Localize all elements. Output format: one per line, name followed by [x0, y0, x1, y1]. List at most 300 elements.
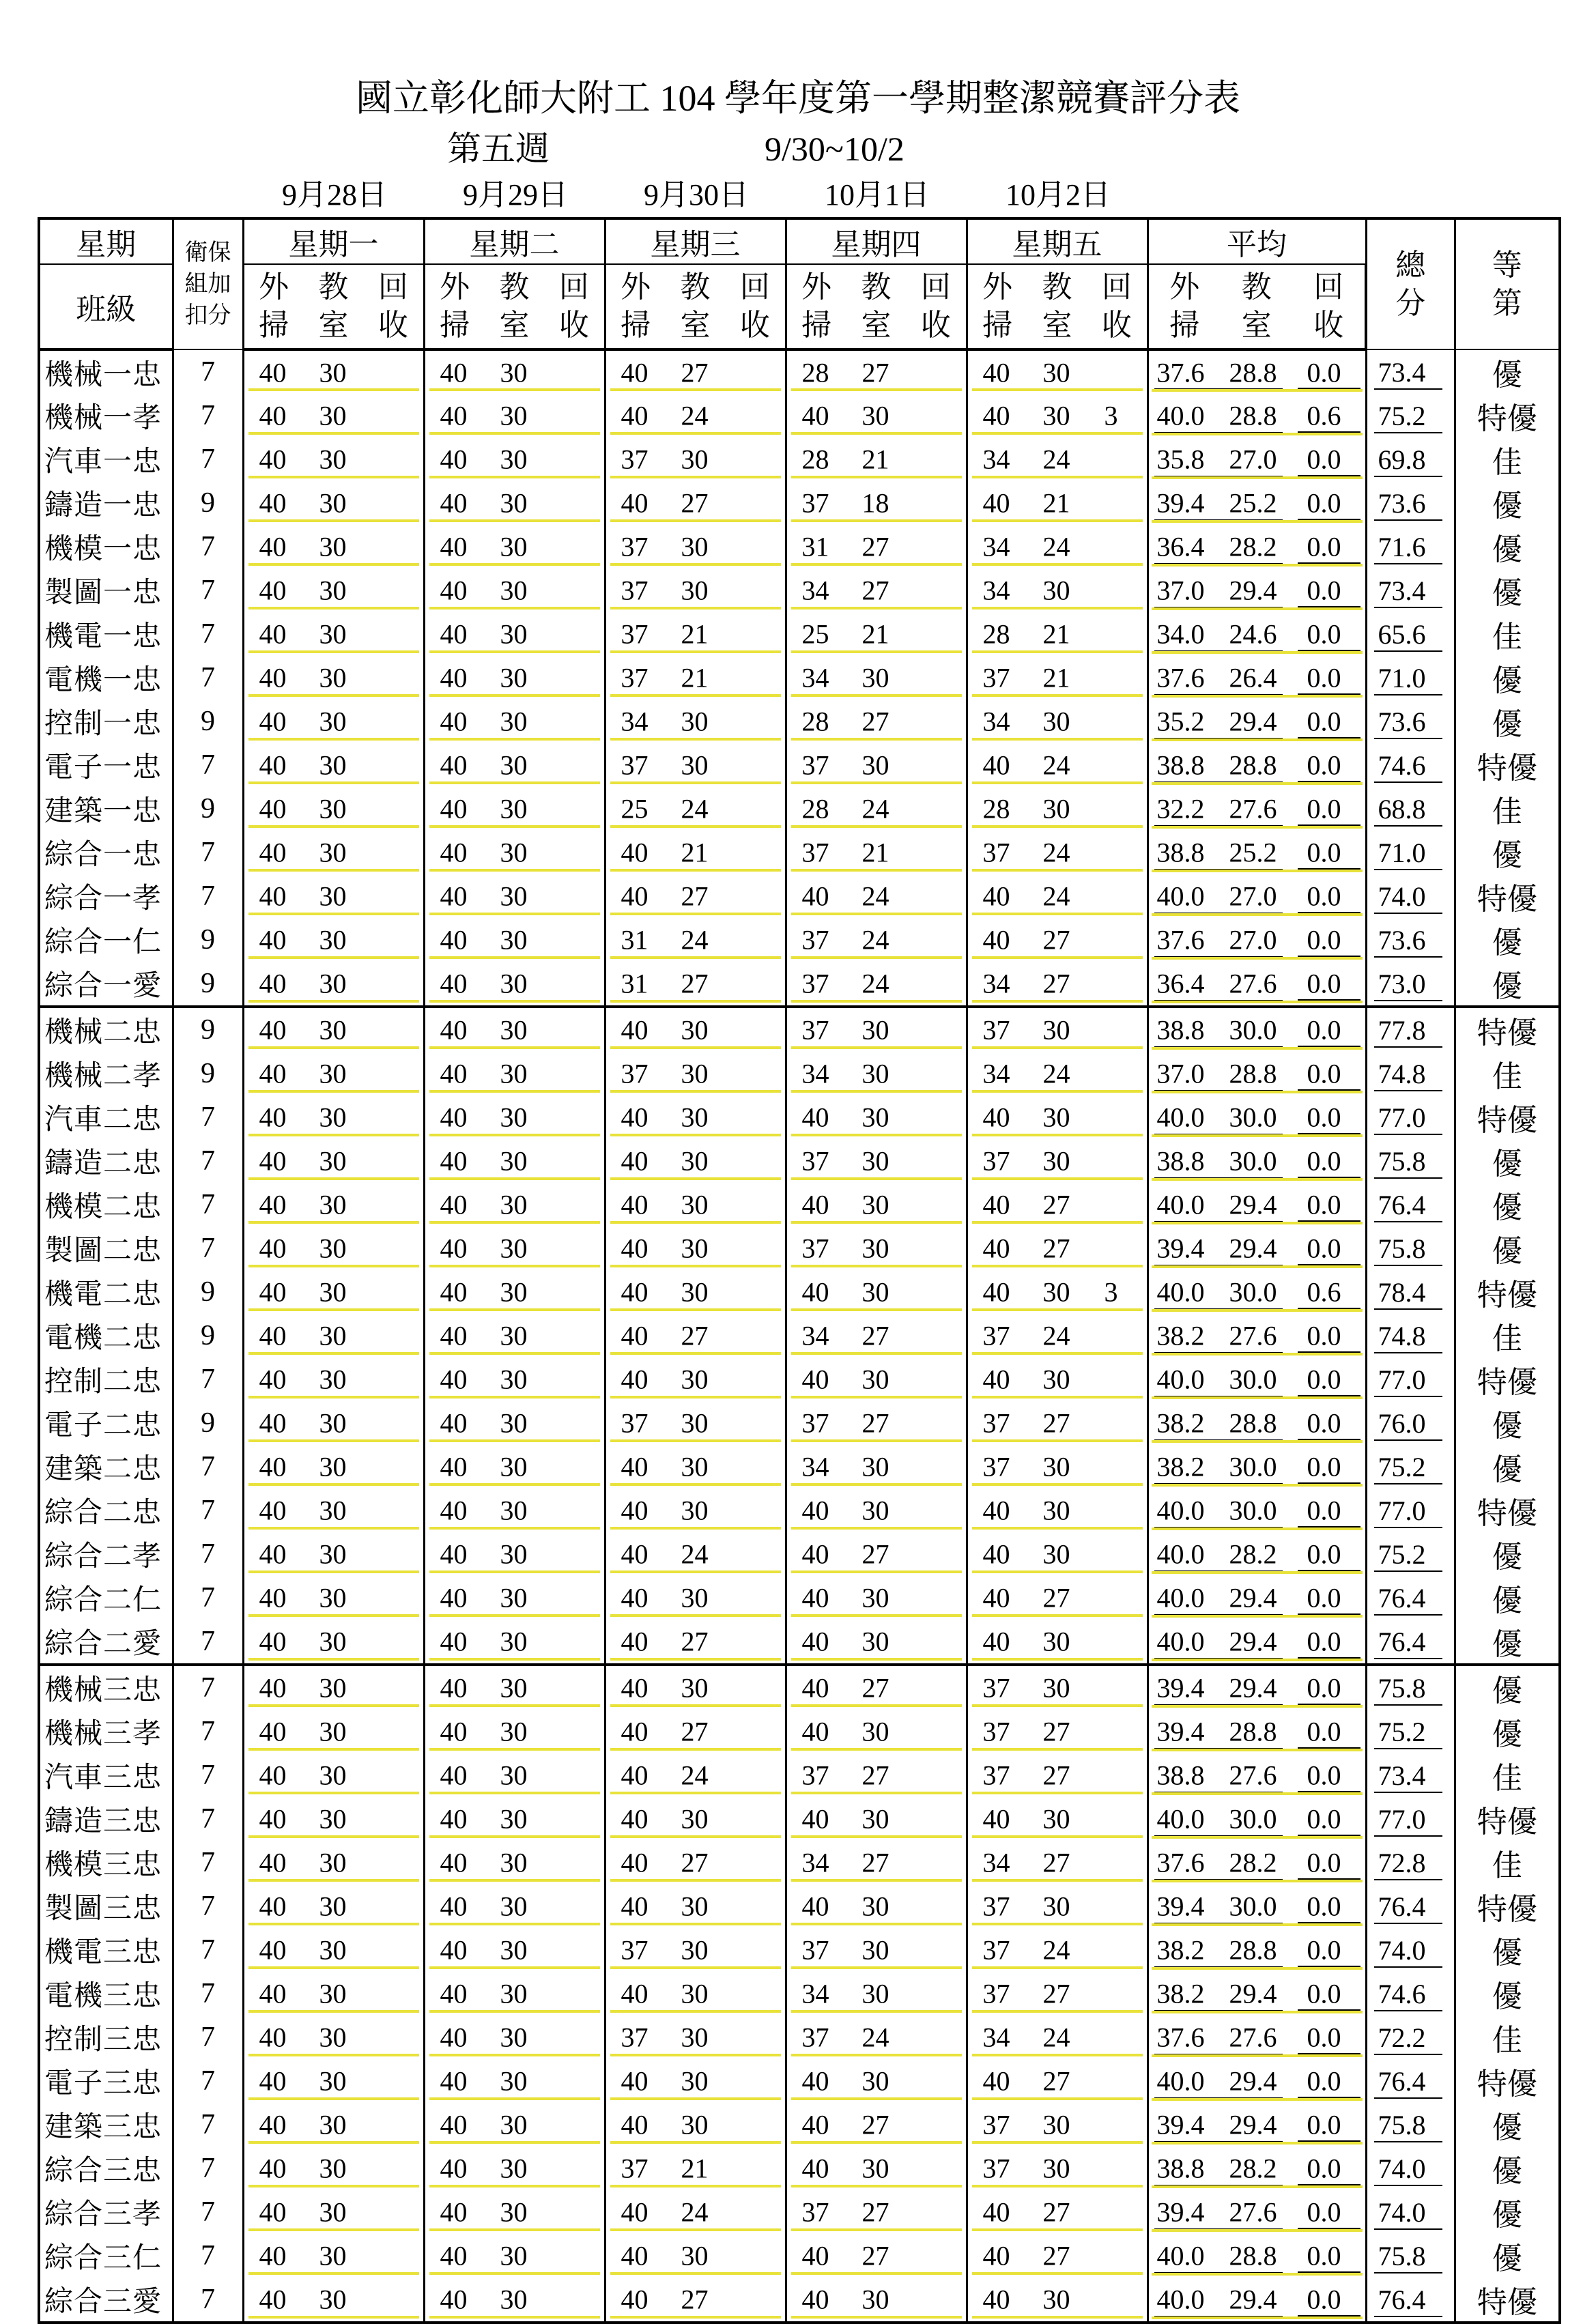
outdoor-score: 40 [440, 2196, 468, 2228]
score-cell-tue [424, 1139, 605, 1183]
classroom-score: 30 [681, 1891, 709, 1922]
score-cell-mon [243, 1095, 424, 1139]
week-label: 第五週 [447, 130, 550, 168]
avg-classroom: 29.4 [1229, 2109, 1277, 2140]
score-cell-thu [786, 743, 967, 787]
score-cell-mon [243, 1139, 424, 1183]
score-cell-mon [243, 1928, 424, 1972]
outdoor-score: 40 [440, 1582, 468, 1613]
outdoor-score: 37 [982, 1672, 1010, 1704]
total-cell [1366, 743, 1455, 787]
score-cell-thu [786, 1753, 967, 1797]
total-value: 74.6 [1378, 749, 1426, 781]
classroom-score: 27 [1042, 1760, 1070, 1791]
outdoor-score: 40 [259, 400, 287, 431]
outdoor-score: 40 [801, 2153, 829, 2184]
score-cell-thu [786, 918, 967, 962]
page-title: 國立彰化師大附工 104 學年度第一學期整潔競賽評分表 [356, 78, 1240, 119]
deduct-cell: 7 [173, 1095, 243, 1139]
score-cell-fri [967, 525, 1148, 569]
outdoor-score: 37 [801, 1233, 829, 1264]
classroom-score: 24 [861, 2022, 889, 2053]
sub-header-label: 回 [739, 270, 770, 304]
total-value: 74.0 [1378, 2153, 1426, 2184]
rank-cell: 優 [1455, 656, 1560, 700]
outdoor-score: 40 [982, 1189, 1010, 1220]
score-cell-fri [967, 1841, 1148, 1884]
score-cell-mon [243, 1401, 424, 1445]
outdoor-score: 40 [440, 618, 468, 650]
deduct-cell: 7 [173, 2059, 243, 2103]
avg-outdoor: 38.2 [1156, 1934, 1205, 1966]
score-cell-wed [605, 525, 786, 569]
total-cell [1366, 1270, 1455, 1314]
classroom-score: 30 [319, 1145, 347, 1177]
classroom-score: 30 [500, 2065, 528, 2097]
avg-outdoor: 37.0 [1156, 1058, 1205, 1089]
class-name-cell: 綜合三仁 [39, 2234, 173, 2278]
classroom-score: 24 [861, 968, 889, 999]
classroom-score: 30 [861, 749, 889, 781]
classroom-score: 30 [681, 1495, 709, 1526]
outdoor-score: 40 [259, 1495, 287, 1526]
outdoor-score: 25 [621, 793, 649, 824]
average-cell [1148, 1183, 1366, 1226]
classroom-score: 30 [1042, 1451, 1070, 1482]
classroom-score: 30 [319, 1582, 347, 1613]
outdoor-score: 34 [982, 1058, 1010, 1089]
total-cell [1366, 1007, 1455, 1052]
outdoor-score: 40 [982, 749, 1010, 781]
score-cell-wed [605, 394, 786, 437]
avg-outdoor: 39.4 [1156, 487, 1205, 519]
classroom-score: 30 [861, 1891, 889, 1922]
avg-outdoor: 35.2 [1156, 706, 1205, 737]
deduct-cell: 9 [173, 787, 243, 831]
outdoor-score: 40 [259, 357, 287, 388]
outdoor-score: 37 [982, 2153, 1010, 2184]
total-cell [1366, 437, 1455, 481]
outdoor-score: 40 [621, 1233, 649, 1264]
average-cell [1148, 1489, 1366, 1532]
score-cell-mon [243, 2015, 424, 2059]
outdoor-score: 40 [982, 1626, 1010, 1657]
table-row [39, 2059, 1560, 2103]
avg-outdoor: 38.2 [1156, 1407, 1205, 1439]
avg-classroom: 29.4 [1229, 1626, 1277, 1657]
deduct-cell: 9 [173, 962, 243, 1007]
score-cell-fri [967, 787, 1148, 831]
outdoor-score: 40 [259, 2196, 287, 2228]
avg-recycle: 0.0 [1307, 2153, 1341, 2184]
classroom-score: 27 [1042, 2065, 1070, 2097]
average-cell [1148, 962, 1366, 1007]
sub-header-label: 收 [558, 309, 589, 342]
sub-header-label: 收 [739, 309, 770, 342]
outdoor-score: 40 [440, 2065, 468, 2097]
total-value: 77.0 [1378, 1364, 1426, 1395]
outdoor-score: 34 [982, 706, 1010, 737]
score-cell-mon [243, 1710, 424, 1753]
avg-recycle: 0.0 [1307, 531, 1341, 562]
score-cell-wed [605, 349, 786, 394]
outdoor-score: 40 [621, 1891, 649, 1922]
deduct-cell: 7 [173, 525, 243, 569]
class-name-cell: 控制二忠 [39, 1358, 173, 1401]
outdoor-score: 40 [259, 968, 287, 999]
classroom-score: 27 [861, 2240, 889, 2271]
avg-outdoor: 40.0 [1156, 1189, 1205, 1220]
score-cell-mon [243, 1753, 424, 1797]
table-row [39, 349, 1560, 394]
classroom-score: 30 [319, 749, 347, 781]
table-row [39, 1797, 1560, 1841]
table-row [39, 1314, 1560, 1358]
classroom-score: 27 [681, 357, 709, 388]
classroom-score: 27 [1042, 1233, 1070, 1264]
total-value: 71.0 [1378, 662, 1426, 693]
total-value: 74.0 [1378, 1934, 1426, 1966]
classroom-score: 27 [861, 531, 889, 562]
sub-header-label: 收 [920, 309, 951, 342]
rank-cell: 優 [1455, 2147, 1560, 2190]
avg-recycle: 0.0 [1307, 1014, 1341, 1046]
score-cell-thu [786, 1270, 967, 1314]
outdoor-score: 40 [801, 1582, 829, 1613]
date-mon: 9月28日 [282, 178, 387, 212]
score-cell-tue [424, 1710, 605, 1753]
score-cell-mon [243, 1314, 424, 1358]
classroom-score: 27 [1042, 1189, 1070, 1220]
score-cell-thu [786, 1797, 967, 1841]
avg-recycle: 0.0 [1307, 1803, 1341, 1835]
score-cell-wed [605, 1841, 786, 1884]
outdoor-score: 40 [259, 1803, 287, 1835]
classroom-score: 30 [500, 1407, 528, 1439]
outdoor-score: 40 [621, 1451, 649, 1482]
rank-cell: 優 [1455, 700, 1560, 743]
rank-cell: 優 [1455, 2234, 1560, 2278]
classroom-score: 21 [1042, 487, 1070, 519]
score-cell-wed [605, 1095, 786, 1139]
avg-outdoor: 39.4 [1156, 1672, 1205, 1704]
avg-outdoor: 37.6 [1156, 2022, 1205, 2053]
outdoor-score: 40 [621, 1978, 649, 2009]
classroom-score: 30 [500, 793, 528, 824]
score-cell-tue [424, 525, 605, 569]
score-cell-wed [605, 1401, 786, 1445]
sub-header-label: 回 [920, 270, 951, 304]
classroom-score: 30 [319, 618, 347, 650]
avg-classroom: 28.8 [1229, 749, 1277, 781]
total-value: 73.6 [1378, 924, 1426, 956]
outdoor-score: 40 [259, 1626, 287, 1657]
classroom-score: 21 [1042, 662, 1070, 693]
score-cell-wed [605, 656, 786, 700]
classroom-score: 30 [861, 2153, 889, 2184]
outdoor-score: 34 [982, 575, 1010, 606]
outdoor-score: 40 [259, 1891, 287, 1922]
outdoor-score: 40 [259, 1014, 287, 1046]
total-cell [1366, 1841, 1455, 1884]
outdoor-score: 40 [440, 1626, 468, 1657]
total-cell [1366, 481, 1455, 525]
outdoor-score: 37 [982, 1407, 1010, 1439]
average-cell [1148, 1576, 1366, 1620]
deduct-cell: 7 [173, 2190, 243, 2234]
classroom-score: 30 [319, 1451, 347, 1482]
avg-classroom: 30.0 [1229, 1451, 1277, 1482]
deduct-cell: 7 [173, 1841, 243, 1884]
classroom-score: 30 [500, 1058, 528, 1089]
outdoor-score: 34 [801, 662, 829, 693]
avg-classroom: 30.0 [1229, 1276, 1277, 1308]
score-cell-tue [424, 2278, 605, 2323]
avg-recycle: 0.0 [1307, 2065, 1341, 2097]
outdoor-score: 40 [259, 1538, 287, 1570]
outdoor-score: 34 [982, 1847, 1010, 1878]
outdoor-score: 37 [982, 1716, 1010, 1747]
average-cell [1148, 1445, 1366, 1489]
classroom-score: 27 [681, 968, 709, 999]
classroom-score: 24 [681, 1760, 709, 1791]
classroom-score: 30 [861, 662, 889, 693]
classroom-score: 27 [681, 487, 709, 519]
avg-classroom: 29.4 [1229, 2284, 1277, 2315]
score-cell-mon [243, 569, 424, 612]
score-cell-fri [967, 1052, 1148, 1095]
table-row [39, 1052, 1560, 1095]
total-value: 69.8 [1378, 444, 1426, 475]
classroom-score: 30 [681, 1934, 709, 1966]
classroom-score: 30 [500, 1760, 528, 1791]
outdoor-score: 40 [440, 706, 468, 737]
outdoor-score: 40 [440, 1716, 468, 1747]
average-cell [1148, 1841, 1366, 1884]
rank-cell: 優 [1455, 481, 1560, 525]
sub-header-label: 教 [318, 270, 349, 304]
classroom-score: 30 [861, 1189, 889, 1220]
outdoor-score: 40 [259, 1189, 287, 1220]
total-value: 74.8 [1378, 1058, 1426, 1089]
classroom-score: 21 [1042, 618, 1070, 650]
score-cell-thu [786, 831, 967, 874]
average-cell [1148, 1095, 1366, 1139]
avg-outdoor: 36.4 [1156, 968, 1205, 999]
classroom-score: 30 [500, 2240, 528, 2271]
class-name-cell: 機械一孝 [39, 394, 173, 437]
classroom-score: 27 [681, 880, 709, 912]
classroom-score: 27 [1042, 1582, 1070, 1613]
outdoor-score: 40 [259, 1364, 287, 1395]
table-row [39, 481, 1560, 525]
classroom-score: 30 [861, 1058, 889, 1089]
classroom-score: 30 [500, 1451, 528, 1482]
average-cell [1148, 1052, 1366, 1095]
deduct-cell: 7 [173, 1183, 243, 1226]
classroom-score: 30 [1042, 2284, 1070, 2315]
total-cell [1366, 2103, 1455, 2147]
score-cell-fri [967, 1532, 1148, 1576]
table-row [39, 831, 1560, 874]
class-name-cell: 機模一忠 [39, 525, 173, 569]
outdoor-score: 40 [621, 1847, 649, 1878]
class-name-cell: 電子一忠 [39, 743, 173, 787]
avg-outdoor: 39.4 [1156, 2109, 1205, 2140]
sub-header-fri [967, 264, 1148, 349]
avg-outdoor: 40.0 [1156, 1582, 1205, 1613]
outdoor-score: 37 [982, 1145, 1010, 1177]
date-tue: 9月29日 [463, 178, 568, 212]
avg-outdoor: 39.4 [1156, 2196, 1205, 2228]
classroom-score: 30 [500, 1014, 528, 1046]
outdoor-score: 40 [440, 924, 468, 956]
table-row [39, 437, 1560, 481]
classroom-score: 30 [500, 487, 528, 519]
avg-outdoor: 40.0 [1156, 400, 1205, 431]
classroom-score: 30 [319, 662, 347, 693]
deduct-cell: 7 [173, 2103, 243, 2147]
outdoor-score: 40 [440, 1320, 468, 1351]
classroom-score: 30 [319, 2109, 347, 2140]
score-cell-tue [424, 2059, 605, 2103]
outdoor-score: 40 [440, 1891, 468, 1922]
class-name-cell: 綜合一仁 [39, 918, 173, 962]
score-cell-fri [967, 1576, 1148, 1620]
score-cell-tue [424, 656, 605, 700]
total-value: 76.0 [1378, 1407, 1426, 1439]
class-name-cell: 控制一忠 [39, 700, 173, 743]
deduct-cell: 7 [173, 1532, 243, 1576]
score-cell-thu [786, 1226, 967, 1270]
avg-recycle: 0.0 [1307, 837, 1341, 868]
average-cell [1148, 2015, 1366, 2059]
classroom-score: 30 [861, 1978, 889, 2009]
avg-classroom: 29.4 [1229, 1582, 1277, 1613]
average-cell [1148, 918, 1366, 962]
classroom-score: 27 [1042, 1978, 1070, 2009]
average-cell [1148, 612, 1366, 656]
table-row [39, 525, 1560, 569]
total-cell [1366, 2234, 1455, 2278]
classroom-score: 30 [500, 400, 528, 431]
rank-cell: 佳 [1455, 1753, 1560, 1797]
classroom-score: 30 [319, 1716, 347, 1747]
classroom-score: 30 [319, 2196, 347, 2228]
total-value: 76.4 [1378, 1626, 1426, 1657]
rank-cell: 優 [1455, 1710, 1560, 1753]
rank-cell: 佳 [1455, 1841, 1560, 1884]
total-value: 77.0 [1378, 1495, 1426, 1526]
total-cell [1366, 1183, 1455, 1226]
avg-classroom: 30.0 [1229, 1891, 1277, 1922]
classroom-score: 30 [319, 2065, 347, 2097]
classroom-score: 30 [319, 1407, 347, 1439]
outdoor-score: 37 [801, 487, 829, 519]
score-cell-tue [424, 1358, 605, 1401]
avg-recycle: 0.0 [1307, 1626, 1341, 1657]
classroom-score: 24 [1042, 1058, 1070, 1089]
score-cell-mon [243, 874, 424, 918]
classroom-score: 30 [500, 2153, 528, 2184]
average-cell [1148, 2190, 1366, 2234]
rank-cell: 優 [1455, 2103, 1560, 2147]
classroom-score: 30 [319, 1276, 347, 1308]
table-row [39, 569, 1560, 612]
score-cell-wed [605, 1884, 786, 1928]
classroom-score: 30 [861, 1716, 889, 1747]
score-cell-thu [786, 1972, 967, 2015]
score-cell-tue [424, 743, 605, 787]
outdoor-score: 40 [982, 1538, 1010, 1570]
classroom-score: 21 [861, 837, 889, 868]
rank-cell: 優 [1455, 1576, 1560, 1620]
average-cell [1148, 1139, 1366, 1183]
total-cell [1366, 831, 1455, 874]
outdoor-score: 34 [801, 1451, 829, 1482]
score-cell-thu [786, 349, 967, 394]
deduct-cell: 7 [173, 2278, 243, 2323]
rank-cell: 優 [1455, 1183, 1560, 1226]
classroom-score: 24 [681, 924, 709, 956]
score-cell-tue [424, 1797, 605, 1841]
classroom-score: 30 [861, 2065, 889, 2097]
score-cell-wed [605, 481, 786, 525]
classroom-score: 27 [1042, 2196, 1070, 2228]
classroom-score: 24 [1042, 1934, 1070, 1966]
score-cell-mon [243, 2103, 424, 2147]
sub-header-label: 收 [1313, 309, 1344, 342]
total-value: 75.2 [1378, 1538, 1426, 1570]
avg-classroom: 27.0 [1229, 880, 1277, 912]
score-cell-tue [424, 1665, 605, 1710]
score-cell-fri [967, 1183, 1148, 1226]
outdoor-score: 40 [621, 1320, 649, 1351]
outdoor-score: 34 [801, 1320, 829, 1351]
classroom-score: 30 [319, 1233, 347, 1264]
score-cell-thu [786, 1095, 967, 1139]
classroom-score: 30 [861, 1014, 889, 1046]
score-cell-fri [967, 569, 1148, 612]
outdoor-score: 40 [621, 2284, 649, 2315]
classroom-score: 30 [861, 2284, 889, 2315]
classroom-score: 27 [861, 1760, 889, 1791]
score-cell-tue [424, 1753, 605, 1797]
outdoor-score: 37 [621, 575, 649, 606]
avg-outdoor: 39.4 [1156, 1716, 1205, 1747]
classroom-score: 30 [500, 1934, 528, 1966]
score-cell-fri [967, 2190, 1148, 2234]
outdoor-score: 37 [801, 924, 829, 956]
classroom-score: 30 [319, 1847, 347, 1878]
outdoor-score: 40 [440, 444, 468, 475]
avg-outdoor: 38.2 [1156, 1978, 1205, 2009]
avg-outdoor: 38.2 [1156, 1320, 1205, 1351]
score-cell-fri [967, 700, 1148, 743]
avg-classroom: 29.4 [1229, 575, 1277, 606]
score-cell-fri [967, 1620, 1148, 1665]
table-row [39, 1841, 1560, 1884]
avg-recycle: 0.0 [1307, 1978, 1341, 2009]
deduct-cell: 9 [173, 1401, 243, 1445]
deduct-cell: 7 [173, 1665, 243, 1710]
avg-recycle: 0.0 [1307, 1102, 1341, 1133]
total-value: 77.8 [1378, 1014, 1426, 1046]
outdoor-score: 40 [621, 1189, 649, 1220]
table-row [39, 1753, 1560, 1797]
rank-cell: 特優 [1455, 743, 1560, 787]
outdoor-score: 40 [801, 1495, 829, 1526]
